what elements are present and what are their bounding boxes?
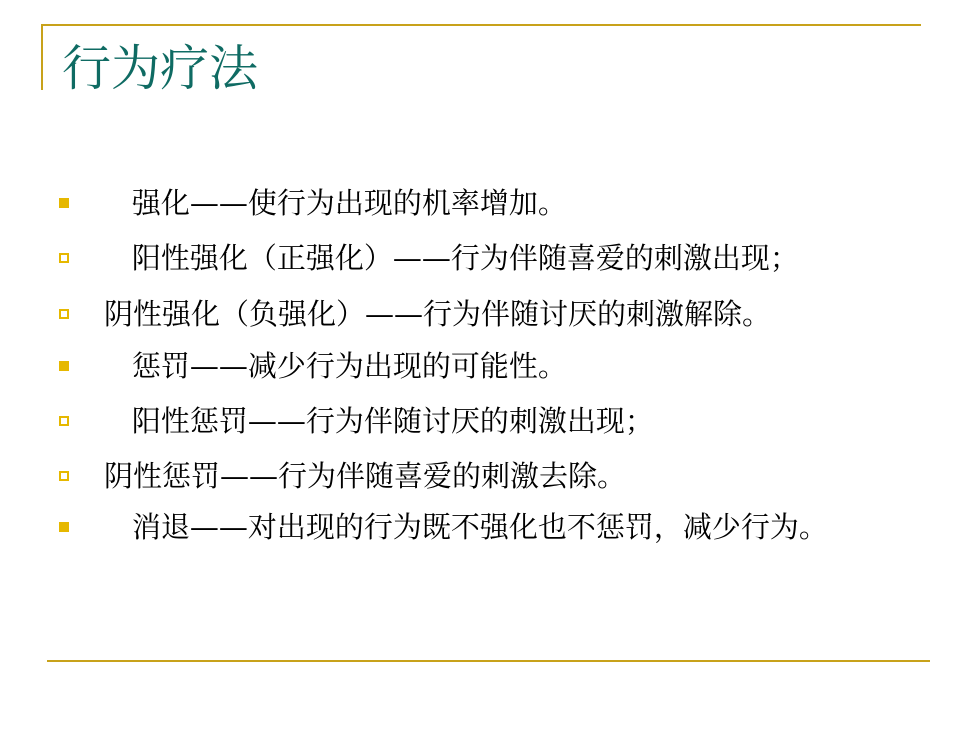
filled-square-icon	[59, 198, 69, 208]
top-rule	[41, 24, 921, 26]
list-item: 阳性强化（正强化）——行为伴随喜爱的刺激出现；	[95, 241, 799, 275]
list-item: 阳性惩罚——行为伴随讨厌的刺激出现；	[95, 404, 654, 438]
list-item: 强化——使行为出现的机率增加。	[95, 186, 567, 220]
bottom-rule	[47, 660, 930, 662]
list-item: 惩罚——减少行为出现的可能性。	[95, 349, 567, 383]
filled-square-icon	[59, 361, 69, 371]
hollow-square-icon	[59, 309, 69, 319]
hollow-square-icon	[59, 471, 69, 481]
slide-title: 行为疗法	[62, 40, 259, 97]
hollow-square-icon	[59, 253, 69, 263]
left-rule	[41, 24, 43, 90]
list-item: 阴性惩罚——行为伴随喜爱的刺激去除。	[104, 459, 627, 493]
list-item: 消退——对出现的行为既不强化也不惩罚，减少行为。	[95, 510, 828, 544]
hollow-square-icon	[59, 416, 69, 426]
filled-square-icon	[59, 522, 69, 532]
list-item: 阴性强化（负强化）——行为伴随讨厌的刺激解除。	[104, 297, 772, 331]
